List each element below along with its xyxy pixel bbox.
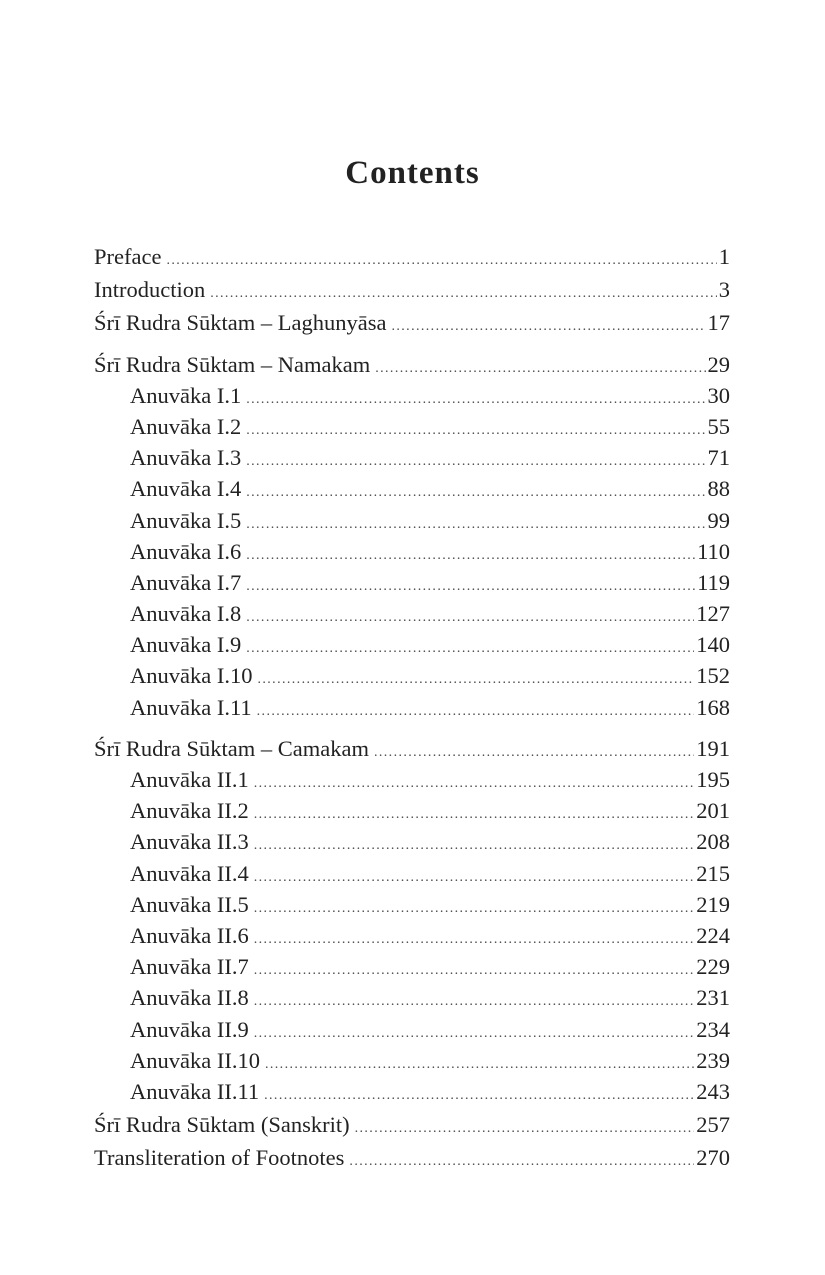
dot-leader — [254, 932, 695, 948]
toc-entry-label: Preface — [94, 244, 162, 269]
dot-leader — [166, 253, 716, 269]
toc-entry-anuvaka-ii-7[interactable] — [94, 954, 730, 985]
toc-entry-page: 208 — [696, 829, 730, 855]
toc-entry-anuvaka-i-9[interactable] — [94, 632, 730, 663]
toc-entry-page: 71 — [707, 445, 730, 471]
toc-entry-page: 215 — [696, 860, 730, 886]
toc-entry-page: 127 — [696, 601, 730, 627]
toc-entry-anuvaka-ii-6[interactable] — [94, 923, 730, 954]
toc-entry-label: Anuvāka I.1 — [130, 382, 242, 408]
dot-leader — [254, 994, 695, 1010]
toc-entry-anuvaka-ii-1[interactable] — [94, 767, 730, 798]
toc-entry-anuvaka-i-11[interactable] — [94, 695, 730, 726]
toc-entry-anuvaka-ii-2[interactable] — [94, 798, 730, 829]
toc-entry-page: 243 — [696, 1078, 730, 1104]
toc-entry-label: Anuvāka I.5 — [130, 507, 242, 533]
toc-entry-label: Śrī Rudra Sūktam (Sanskrit) — [94, 1112, 350, 1138]
toc-entry-label: Anuvāka I.6 — [130, 538, 242, 564]
toc-entry-label: Anuvāka I.3 — [130, 445, 242, 471]
toc-entry-page: 152 — [696, 663, 730, 689]
dot-leader — [264, 1088, 694, 1104]
toc-entry-preface[interactable] — [94, 244, 730, 275]
toc-entry-page: 191 — [696, 735, 730, 761]
toc-entry-anuvaka-i-8[interactable] — [94, 601, 730, 632]
toc-entry-anuvaka-i-7[interactable] — [94, 570, 730, 601]
dot-leader — [374, 745, 694, 761]
dot-leader — [246, 485, 705, 501]
toc-entry-page: 229 — [696, 954, 730, 980]
toc-entry-anuvaka-ii-3[interactable] — [94, 829, 730, 860]
toc-entry-page: 3 — [718, 277, 730, 303]
toc-entry-camakam[interactable] — [94, 736, 730, 767]
toc-entry-page: 234 — [696, 1016, 730, 1042]
toc-entry-laghunyasa[interactable] — [94, 310, 730, 341]
toc-entry-anuvaka-i-4[interactable] — [94, 476, 730, 507]
toc-entry-label: Anuvāka I.8 — [130, 601, 242, 627]
toc-entry-anuvaka-ii-5[interactable] — [94, 892, 730, 923]
toc-entry-anuvaka-i-1[interactable] — [94, 383, 730, 414]
dot-leader — [265, 1057, 694, 1073]
dot-leader — [210, 286, 717, 302]
dot-leader — [254, 1026, 695, 1042]
toc-entry-label: Anuvāka II.8 — [130, 985, 249, 1011]
dot-leader — [246, 454, 705, 470]
dot-leader — [349, 1154, 694, 1170]
toc-entry-anuvaka-ii-8[interactable] — [94, 985, 730, 1016]
toc-entry-page: 201 — [696, 798, 730, 824]
toc-entry-label: Anuvāka II.2 — [130, 798, 249, 824]
toc-entry-page: 195 — [696, 767, 730, 792]
toc-entry-label: Anuvāka I.2 — [130, 413, 242, 439]
dot-leader — [246, 423, 705, 439]
toc-entry-label: Anuvāka II.4 — [130, 860, 249, 886]
toc-entry-page: 224 — [696, 922, 730, 948]
toc-entry-page: 99 — [707, 507, 730, 533]
toc-entry-page: 110 — [697, 538, 730, 564]
toc-entry-page: 270 — [696, 1145, 730, 1171]
toc-entry-page: 30 — [707, 382, 730, 408]
toc-entry-label: Anuvāka II.6 — [130, 922, 249, 948]
toc-entry-page: 168 — [696, 694, 730, 720]
dot-leader — [254, 776, 695, 792]
dot-leader — [246, 548, 695, 564]
toc-entry-anuvaka-ii-4[interactable] — [94, 861, 730, 892]
toc-entry-anuvaka-ii-9[interactable] — [94, 1017, 730, 1048]
toc-entry-anuvaka-i-6[interactable] — [94, 539, 730, 570]
dot-leader — [254, 901, 695, 917]
toc-entry-introduction[interactable] — [94, 277, 730, 308]
toc-entry-anuvaka-ii-10[interactable] — [94, 1048, 730, 1079]
toc-entry-label: Anuvāka I.4 — [130, 476, 242, 502]
toc-entry-page: 140 — [696, 632, 730, 658]
toc-entry-page: 119 — [697, 569, 730, 595]
toc-entry-label: Śrī Rudra Sūktam – Camakam — [94, 735, 369, 761]
toc-entry-label: Anuvāka I.11 — [130, 694, 252, 720]
toc-entry-page: 1 — [718, 244, 730, 269]
dot-leader — [254, 807, 695, 823]
toc-entry-sanskrit[interactable] — [94, 1112, 730, 1143]
dot-leader — [254, 963, 695, 979]
toc-entry-label: Anuvāka II.1 — [130, 767, 249, 792]
toc-entry-page: 257 — [696, 1112, 730, 1138]
toc-entry-label: Anuvāka II.3 — [130, 829, 249, 855]
toc-entry-label: Anuvāka I.7 — [130, 569, 242, 595]
table-of-contents — [94, 244, 730, 1176]
toc-entry-label: Śrī Rudra Sūktam – Namakam — [94, 351, 371, 377]
dot-leader — [246, 392, 705, 408]
toc-entry-label: Anuvāka II.9 — [130, 1016, 249, 1042]
toc-entry-page: 29 — [707, 351, 730, 377]
toc-entry-label: Śrī Rudra Sūktam – Laghunyāsa — [94, 310, 387, 336]
dot-leader — [246, 517, 705, 533]
dot-leader — [254, 870, 695, 886]
dot-leader — [254, 838, 695, 854]
dot-leader — [257, 704, 695, 720]
dot-leader — [246, 610, 694, 626]
toc-entry-anuvaka-i-3[interactable] — [94, 445, 730, 476]
toc-entry-anuvaka-i-5[interactable] — [94, 508, 730, 539]
toc-entry-transliteration[interactable] — [94, 1145, 730, 1176]
toc-entry-label: Anuvāka II.10 — [130, 1047, 260, 1073]
toc-entry-label: Anuvāka I.9 — [130, 632, 242, 658]
dot-leader — [246, 641, 694, 657]
toc-entry-label: Transliteration of Footnotes — [94, 1145, 345, 1171]
toc-entry-page: 88 — [707, 476, 730, 502]
dot-leader — [375, 361, 705, 377]
toc-entry-anuvaka-i-10[interactable] — [94, 663, 730, 694]
page-title: Contents — [345, 155, 480, 191]
dot-leader — [257, 672, 694, 688]
toc-entry-label: Anuvāka II.7 — [130, 954, 249, 980]
toc-entry-page: 17 — [707, 310, 730, 336]
toc-entry-label: Anuvāka I.10 — [130, 663, 253, 689]
toc-entry-namakam[interactable] — [94, 352, 730, 383]
toc-entry-page: 239 — [696, 1047, 730, 1073]
toc-entry-page: 219 — [696, 891, 730, 917]
toc-entry-page: 231 — [696, 985, 730, 1011]
toc-entry-anuvaka-ii-11[interactable] — [94, 1079, 730, 1110]
dot-leader — [246, 579, 695, 595]
toc-entry-anuvaka-i-2[interactable] — [94, 414, 730, 445]
toc-entry-label: Introduction — [94, 277, 206, 303]
toc-entry-page: 55 — [707, 413, 730, 439]
toc-entry-label: Anuvāka II.5 — [130, 891, 249, 917]
dot-leader — [355, 1121, 695, 1137]
dot-leader — [391, 319, 705, 335]
toc-entry-label: Anuvāka II.11 — [130, 1078, 260, 1104]
